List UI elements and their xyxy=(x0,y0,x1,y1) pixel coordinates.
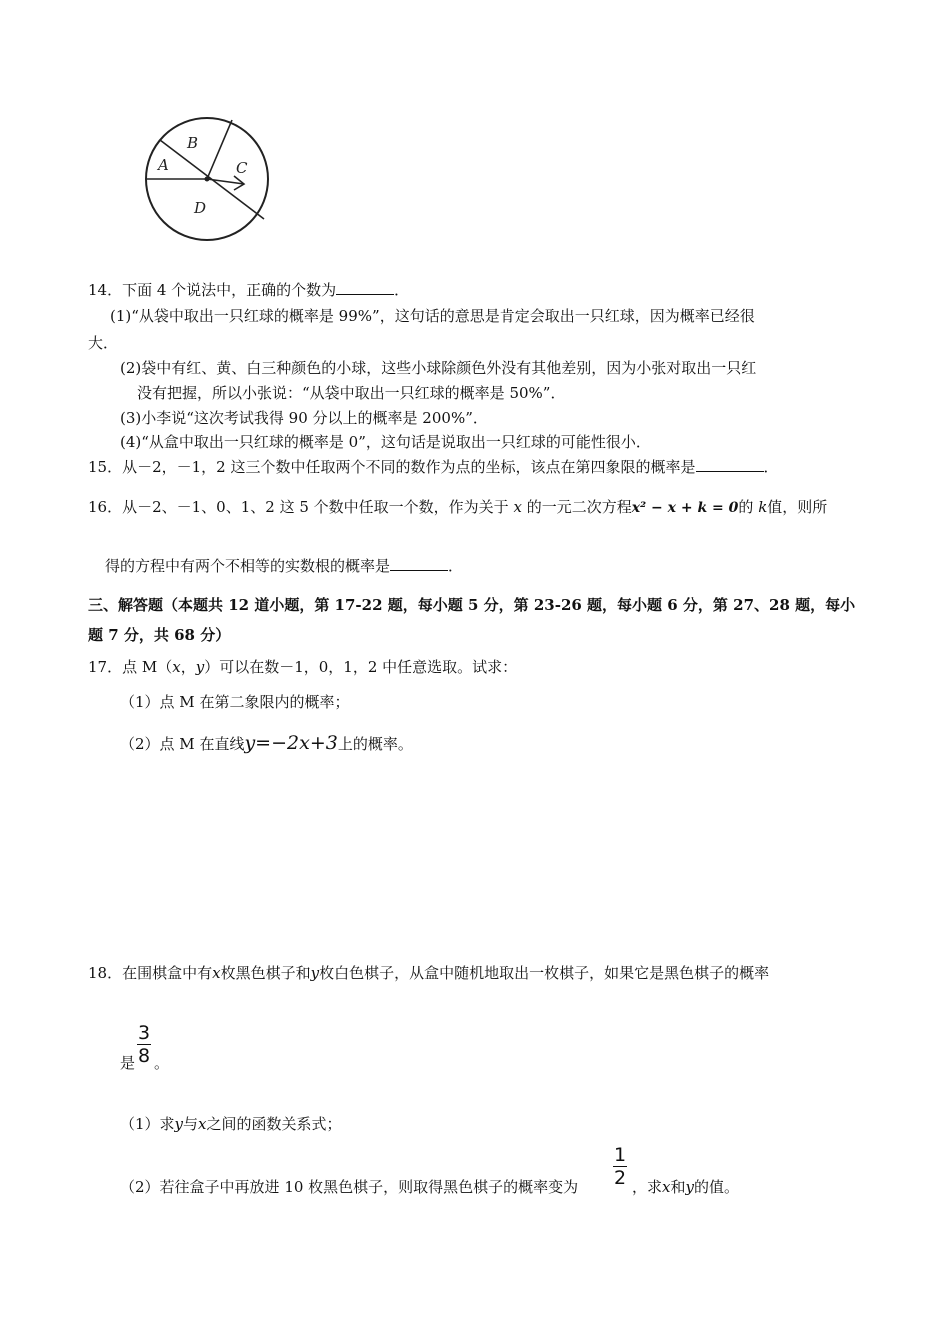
q18-period: 。 xyxy=(154,1054,170,1072)
label-c: C xyxy=(236,159,248,177)
q15: 15．从－2，－1，2 这三个数中任取两个不同的数作为点的坐标，该点在第四象限的概率是 ． xyxy=(88,458,779,476)
q14-statement-1b: 大． xyxy=(88,334,119,352)
q14-statement-2b: 没有把握，所以小张说：“从袋中取出一只红球的概率是 50%”． xyxy=(137,384,566,402)
label-b: B xyxy=(187,134,199,152)
q14-statement-3: (3)小李说“这次考试我得 90 分以上的概率是 200%”． xyxy=(120,409,488,427)
q17-line-equation: y=−2x+3 xyxy=(244,732,338,754)
section3-heading-line2: 题 7 分，共 68 分） xyxy=(88,626,231,644)
section3-heading-line1: 三、解答题（本题共 12 道小题，第 17-22 题，每小题 5 分，第 23-26 题，每小题 6 分，第 27、28 题，每小 xyxy=(88,596,856,614)
q16-var-x: x xyxy=(513,498,522,516)
q18-part2-pre: （2）若往盒子中再放进 10 枚黑色棋子，则取得黑色棋子的概率变为 xyxy=(120,1178,579,1196)
q14-statement-1a: (1)“从袋中取出一只红球的概率是 99%”，这句话的意思是肯定会取出一只红球，因为概率已经很 xyxy=(110,307,755,325)
q17-stem: 17．点 M（x，y）可以在数－1，0，1，2 中任意选取。试求： xyxy=(88,658,518,676)
q17-part1: （1）点 M 在第二象限内的概率； xyxy=(120,693,350,711)
label-d: D xyxy=(194,199,207,217)
q14-blank[interactable] xyxy=(336,280,394,295)
q18-part1: （1）求y与x之间的函数关系式； xyxy=(120,1115,342,1133)
q17-var-x: x xyxy=(172,658,181,676)
q18-stem: 18．在围棋盒中有x枚黑色棋子和y枚白色棋子，从盒中随机地取出一枚棋子，如果它是黑色棋子的概率 xyxy=(88,964,770,982)
q18-part2-post: ，求x和y的值。 xyxy=(632,1178,739,1196)
spinner-figure xyxy=(140,110,275,245)
q16-equation: x² − x + k = 0 xyxy=(631,500,739,516)
q17-part2: （2）点 M 在直线y=−2x+3上的概率。 xyxy=(120,732,413,754)
q18-var-y: y xyxy=(310,964,320,982)
q16-line1: 16．从－2、－1、0、1、2 这 5 个数中任取一个数，作为关于 x 的一元二次方程x² − x + k = 0的 k值，则所 xyxy=(88,498,828,516)
q14-stem: 14．下面 4 个说法中，正确的个数为 ． xyxy=(88,281,410,299)
q18-shi: 是 xyxy=(120,1054,136,1072)
q18-fraction-1-2: 1 2 xyxy=(613,1144,627,1189)
q16-line2: 得的方程中有两个不相等的实数根的概率是 ． xyxy=(105,557,464,575)
q18-fraction-3-8: 3 8 xyxy=(137,1022,151,1067)
q17-var-y: y xyxy=(195,658,205,676)
q16-var-k: k xyxy=(758,498,768,516)
q18-var-x: x xyxy=(212,964,221,982)
label-a: A xyxy=(158,156,169,174)
q16-blank[interactable] xyxy=(390,556,448,571)
q14-statement-4: (4)“从盒中取出一只红球的概率是 0”，这句话是说取出一只红球的可能性很小． xyxy=(120,433,651,451)
q15-blank[interactable] xyxy=(696,457,764,472)
spinner-center xyxy=(205,177,210,182)
q14-statement-2a: (2)袋中有红、黄、白三种颜色的小球，这些小球除颜色外没有其他差别，因为小张对取出一只红 xyxy=(120,359,757,377)
spinner-line-c xyxy=(207,120,232,179)
